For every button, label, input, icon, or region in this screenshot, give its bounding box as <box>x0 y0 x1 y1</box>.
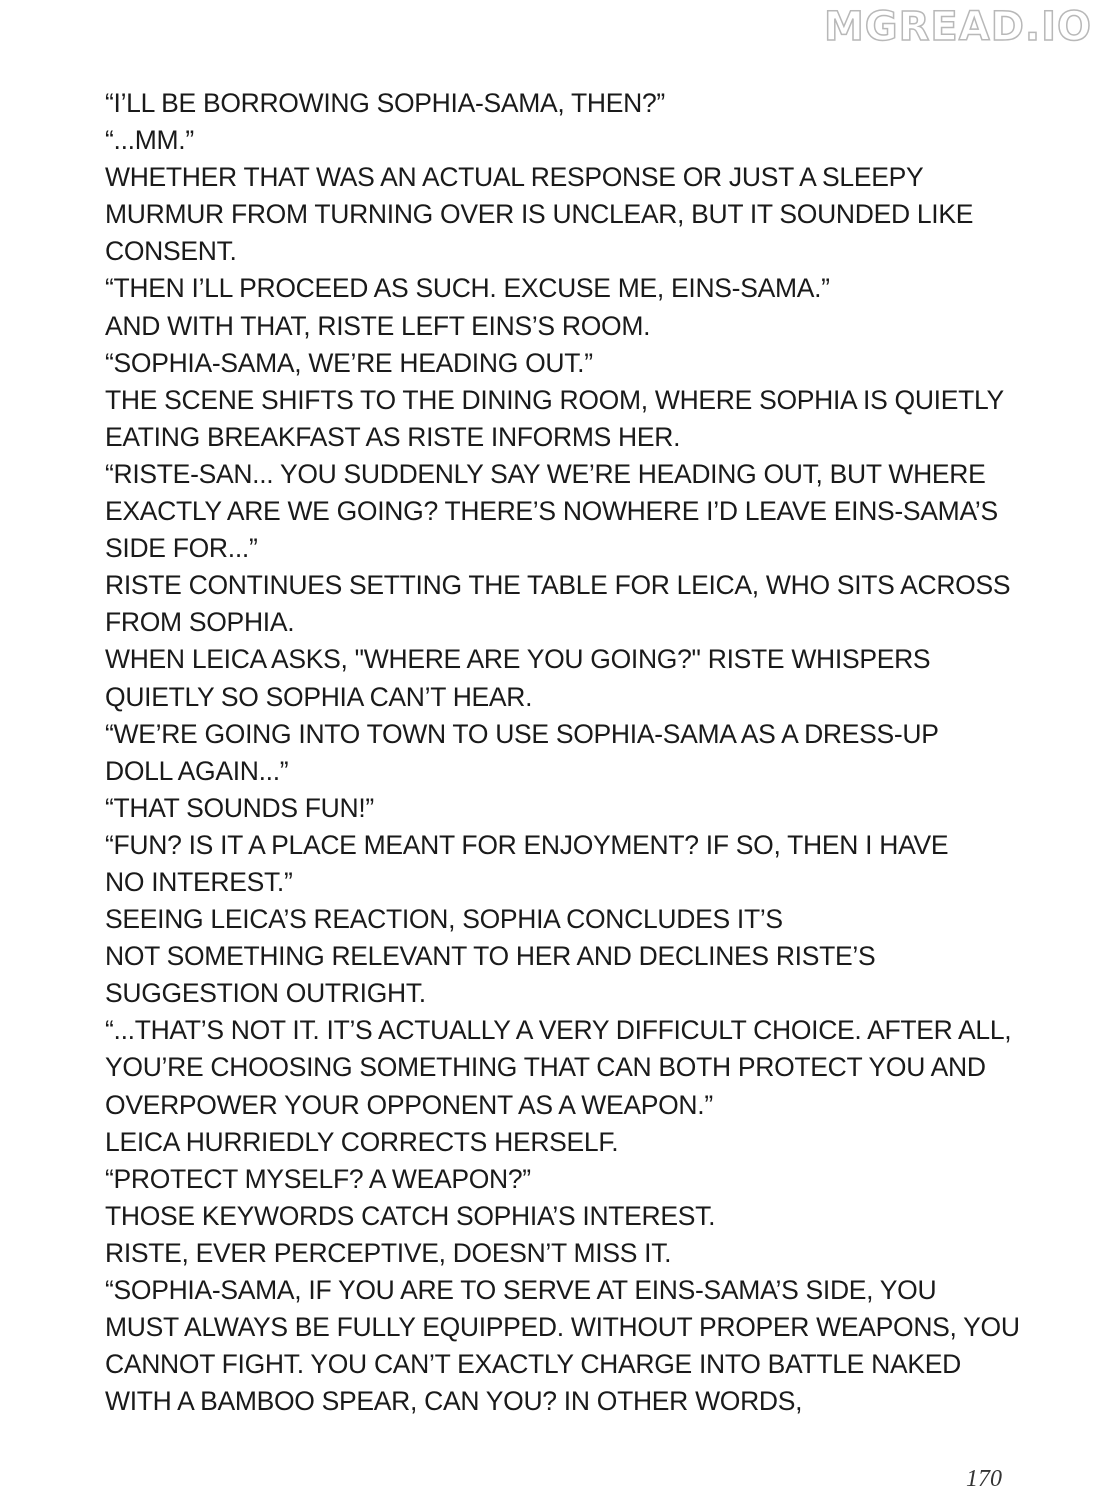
page-number: 170 <box>966 1466 1002 1492</box>
text-line: “THAT SOUNDS FUN!” <box>105 792 374 823</box>
text-line: SUGGESTION OUTRIGHT. <box>105 978 426 1009</box>
text-line: “I’LL BE BORROWING SOPHIA-SAMA, THEN?” <box>105 88 665 118</box>
text-line: “FUN? IS IT A PLACE MEANT FOR ENJOYMENT? IF SO, THEN I HAVE <box>105 829 949 860</box>
text-line: “RISTE-SAN... YOU SUDDENLY SAY WE’RE HEADING OUT, BUT WHERE <box>105 458 986 489</box>
text-line: WHETHER THAT WAS AN ACTUAL RESPONSE OR JUST A SLEEPY <box>105 162 924 193</box>
text-line: NO INTEREST.” <box>105 866 293 897</box>
text-line: “THEN I’LL PROCEED AS SUCH. EXCUSE ME, EINS-SAMA.” <box>105 273 830 304</box>
text-line: AND WITH THAT, RISTE LEFT EINS’S ROOM. <box>105 310 651 341</box>
text-line: NOT SOMETHING RELEVANT TO HER AND DECLINES RISTE’S <box>105 941 876 972</box>
text-line: THOSE KEYWORDS CATCH SOPHIA’S INTEREST. <box>105 1200 716 1231</box>
text-line: FROM SOPHIA. <box>105 607 295 638</box>
text-line: “SOPHIA-SAMA, IF YOU ARE TO SERVE AT EINS-SAMA’S SIDE, YOU <box>105 1275 937 1305</box>
text-line: EXACTLY ARE WE GOING? THERE’S NOWHERE I’D LEAVE EINS-SAMA’S <box>105 496 998 527</box>
text-line: YOU’RE CHOOSING SOMETHING THAT CAN BOTH PROTECT YOU AND <box>105 1052 986 1083</box>
text-line: WHEN LEICA ASKS, "WHERE ARE YOU GOING?" RISTE WHISPERS <box>105 644 931 675</box>
text-line: SIDE FOR...” <box>105 533 258 564</box>
text-line: RISTE, EVER PERCEPTIVE, DOESN’T MISS IT. <box>105 1237 672 1268</box>
text-line: OVERPOWER YOUR OPPONENT AS A WEAPON.” <box>105 1089 713 1120</box>
text-line: MURMUR FROM TURNING OVER IS UNCLEAR, BUT IT SOUNDED LIKE <box>105 199 974 230</box>
text-line: “WE’RE GOING INTO TOWN TO USE SOPHIA-SAMA AS A DRESS-UP <box>105 718 939 749</box>
text-line: EATING BREAKFAST AS RISTE INFORMS HER. <box>105 421 681 452</box>
text-line: “...MM.” <box>105 125 194 156</box>
text-line: “SOPHIA-SAMA, WE’RE HEADING OUT.” <box>105 347 593 378</box>
text-line: “PROTECT MYSELF? A WEAPON?” <box>105 1163 531 1194</box>
site-watermark: MGREAD.IO <box>823 4 1092 50</box>
text-line: SEEING LEICA’S REACTION, SOPHIA CONCLUDES IT’S <box>105 904 783 935</box>
text-line: DOLL AGAIN...” <box>105 755 289 786</box>
page-body-text <box>105 85 1020 1420</box>
text-line: RISTE CONTINUES SETTING THE TABLE FOR LEICA, WHO SITS ACROSS <box>105 570 1011 601</box>
text-line: THE SCENE SHIFTS TO THE DINING ROOM, WHERE SOPHIA IS QUIETLY <box>105 384 1004 415</box>
text-line: CANNOT FIGHT. YOU CAN’T EXACTLY CHARGE INTO BATTLE NAKED <box>105 1349 961 1380</box>
text-line: WITH A BAMBOO SPEAR, CAN YOU? IN OTHER WORDS, <box>105 1386 803 1417</box>
text-line: CONSENT. <box>105 236 237 267</box>
text-line: QUIETLY SO SOPHIA CAN’T HEAR. <box>105 681 533 712</box>
text-line: “...THAT’S NOT IT. IT’S ACTUALLY A VERY DIFFICULT CHOICE. AFTER ALL, <box>105 1015 1012 1046</box>
text-line: MUST ALWAYS BE FULLY EQUIPPED. WITHOUT PROPER WEAPONS, YOU <box>105 1312 1020 1343</box>
text-line: LEICA HURRIEDLY CORRECTS HERSELF. <box>105 1126 619 1157</box>
